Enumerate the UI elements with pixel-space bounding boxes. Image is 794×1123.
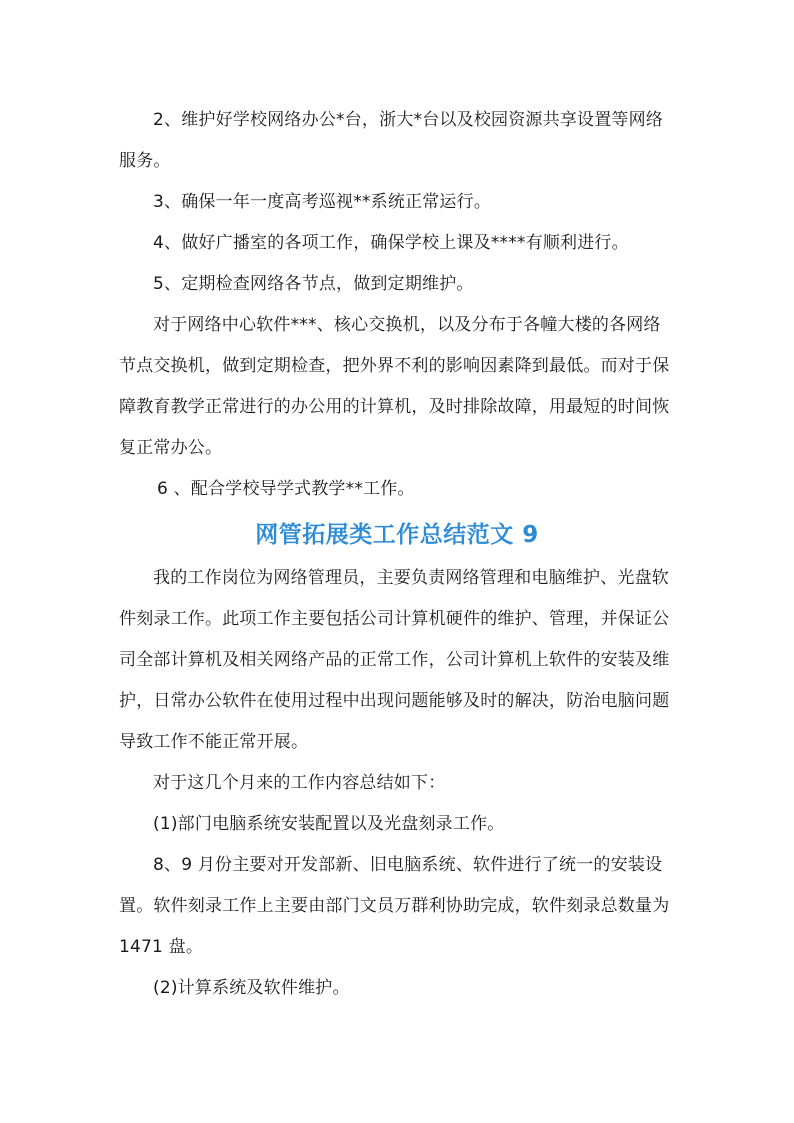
paragraph-network-center: 对于网络中心软件***、核心交换机，以及分布于各幢大楼的各网络节点交换机，做到定期检查，把外界不利的影响因素降到最低。而对于保障教育教学正常进行的办公用的计算机，及时排除故障，用最短的时间恢复正常办公。 (119, 315, 670, 458)
paragraph-point-1: (1)部门电脑系统安装配置以及光盘刻录工作。 (153, 814, 505, 834)
paragraph-item-4: 4、做好广播室的各项工作，确保学校上课及****有顺利进行。 (153, 233, 629, 253)
paragraph-item-3: 3、确保一年一度高考巡视**系统正常运行。 (153, 192, 492, 212)
paragraph-point-2: (2)计算系统及软件维护。 (153, 978, 350, 998)
paragraph-job-description: 我的工作岗位为网络管理员，主要负责网络管理和电脑维护、光盘软件刻录工作。此项工作主要包括公司计算机硬件的维护、管理，并保证公司全部计算机及相关网络产品的正常工作，公司计算机上软件的安装及维护，日常办公软件在使用过程中出现问题能够及时的解决，防治电脑问题导致工作不能正常开展。 (119, 568, 670, 752)
document-body (119, 100, 675, 1009)
paragraph-install-details: 8、9 月份主要对开发部新、旧电脑系统、软件进行了统一的安装设置。软件刻录工作上主要由部门文员万群利协助完成，软件刻录总数量为 1471 盘。 (119, 855, 670, 957)
paragraph-item-5: 5、定期检查网络各节点，做到定期维护。 (153, 274, 474, 294)
paragraph-item-2: 2、维护好学校网络办公*台，浙大*台以及校园资源共享设置等网络服务。 (119, 110, 664, 171)
paragraph-item-6: 6 、配合学校导学式教学**工作。 (157, 479, 415, 499)
paragraph-summary-intro: 对于这几个月来的工作内容总结如下： (153, 773, 446, 793)
section-heading: 网管拓展类工作总结范文 9 (255, 522, 539, 548)
